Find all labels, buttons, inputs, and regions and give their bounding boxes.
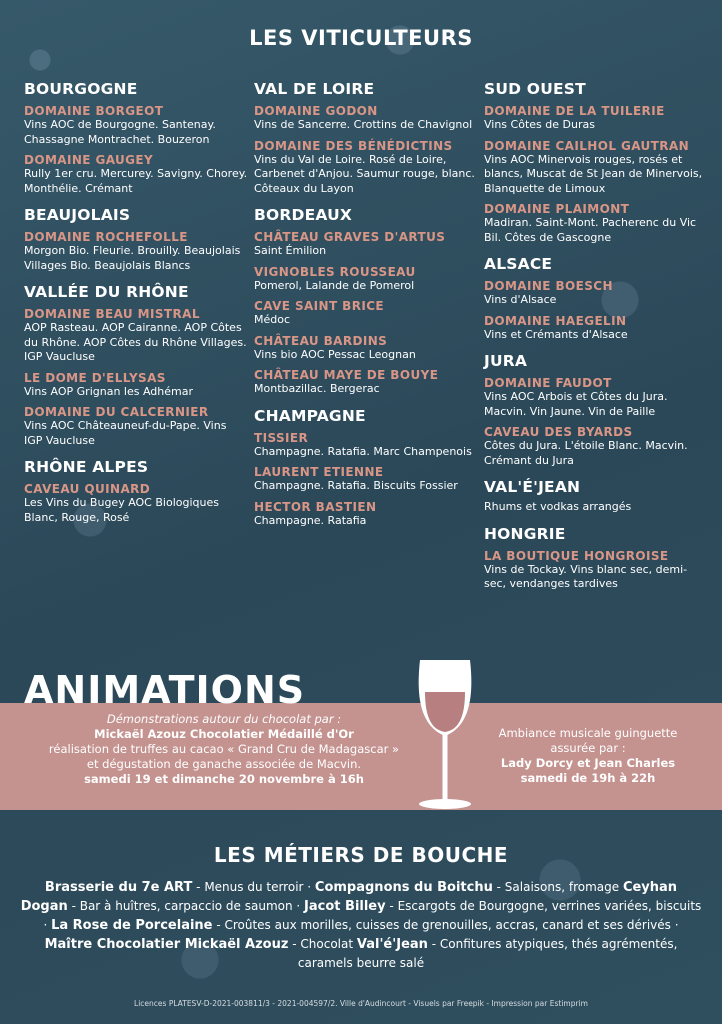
domain-description: Vins AOC Arbois et Côtes du Jura. Macvin. Vin Jaune. Vin de Paille [484,390,668,418]
footer-credits: Licences PLATESV-D-2021-003811/3 - 2021-004597/2. Ville d'Audincourt - Visuels par Freepik - Impression par Estimprim [134,999,588,1008]
business-name: Brasserie du 7e ART [44,880,193,895]
business-description: - Croûtes aux morilles, cuisses de grenouilles, accras, canard et ses dérivés · [212,918,679,932]
domain-name: LE DOME D'ELLYSAS [24,370,166,385]
domain-name: DOMAINE BEAU MISTRAL [24,307,200,321]
domain-name: CAVEAU QUINARD [24,482,151,496]
anim-right-line1: Ambiance musicale guinguette [498,726,678,740]
region-heading: BEAUJOLAIS [24,206,131,224]
column-1 [24,80,254,592]
anim-left-line4: et dégustation de ganache associée de Macvin. [86,757,362,771]
column-2 [254,80,484,592]
region-heading: JURA [484,352,528,370]
region-heading: VALLÉE DU RHÔNE [24,283,189,301]
business-name: Maître Chocolatier Mickaël Azouz [44,937,289,952]
domain-name: DOMAINE HAEGELIN [484,313,627,328]
domain-description: Vins Côtes de Duras [484,118,595,131]
domain-description: Morgon Bio. Fleurie. Brouilly. Beaujolais Villages Bio. Beaujolais Blancs [24,244,241,272]
domain-description: Vins et Crémants d'Alsace [484,327,628,341]
region-heading: RHÔNE ALPES [24,458,149,476]
business-name: Val'é'Jean [356,937,428,952]
vintners-columns [24,80,714,592]
domain-description: Vins AOC de Bourgogne. Santenay. Chassagne Montrachet. Bouzeron [24,118,216,146]
domain-name: CHÂTEAU BARDINS [254,333,388,348]
region-heading: ALSACE [484,255,553,273]
domain-name: DOMAINE ROCHEFOLLE [24,230,188,244]
domain-name: DOMAINE PLAIMONT [484,202,630,216]
animations-title: ANIMATIONS [24,668,306,712]
business-description: - Salaisons, fromage [492,880,623,894]
domain-name: CHÂTEAU GRAVES D'ARTUS [254,230,446,244]
domain-name: TISSIER [254,430,309,445]
domain-description: Vins de Sancerre. Crottins de Chavignol [254,118,473,131]
domain-name: LAURENT ETIENNE [254,465,384,479]
domain-name: DOMAINE BORGEOT [24,104,164,118]
anim-left-line5: samedi 19 et dimanche 20 novembre à 16h [84,772,364,786]
domain-description: Les Vins du Bugey AOC Biologiques Blanc, Rouge, Rosé [24,496,219,524]
page-title: LES VITICULTEURS [249,26,473,50]
domain-name: DOMAINE BOESCH [484,279,613,293]
anim-right-line2: assurée par : [550,741,626,755]
region-heading: BOURGOGNE [24,80,138,98]
domain-name: DOMAINE FAUDOT [484,376,612,390]
domain-name: DOMAINE GAUGEY [24,153,154,167]
anim-left-line3: réalisation de truffes au cacao « Grand Cru de Madagascar » [48,742,400,756]
domain-name: CHÂTEAU MAYE DE BOUYE [254,368,439,382]
animations-music [468,726,708,786]
domain-description: Montbazillac. Bergerac [254,382,380,395]
region-heading: BORDEAUX [254,206,353,224]
domain-description: Champagne. Ratafia. Biscuits Fossier [254,479,458,492]
region-heading: CHAMPAGNE [254,406,366,425]
business-name: Ceyhan Dogan [20,880,678,914]
business-description: - Bar à huîtres, carpaccio de saumon · [67,899,305,913]
anim-left-line1: Démonstrations autour du chocolat par : [106,712,342,726]
domain-name: DOMAINE DES BÉNÉDICTINS [254,138,453,153]
domain-name: DOMAINE DU CALCERNIER [24,405,209,419]
business-name: La Rose de Porcelaine [51,918,213,933]
domain-description: Pomerol, Lalande de Pomerol [254,278,415,292]
anim-left-line2: Mickaël Azouz Chocolatier Médaillé d'Or [94,727,354,741]
region-heading: SUD OUEST [484,80,586,98]
domain-description: Madiran. Saint-Mont. Pacherenc du Vic Bil. Côtes de Gascogne [484,216,697,244]
domain-description: Champagne. Ratafia. Marc Champenois [254,444,472,458]
domain-name: DOMAINE GODON [254,104,378,118]
domain-description: Vins d'Alsace [484,293,557,306]
anim-right-line4: samedi de 19h à 22h [520,771,656,785]
domain-name: DOMAINE DE LA TUILERIE [484,104,665,118]
business-name: Compagnons du Boitchu [314,880,493,895]
domain-name: LA BOUTIQUE HONGROISE [484,548,669,563]
domain-description: Champagne. Ratafia [254,513,367,527]
domain-description: Rully 1er cru. Mercurey. Savigny. Chorey. Monthélie. Crémant [24,167,248,195]
domain-description: AOP Rasteau. AOP Cairanne. AOP Côtes du Rhône. AOP Côtes du Rhône Villages. IGP Vaucluse [24,321,247,363]
domain-description: Saint Émilion [254,244,327,257]
domain-name: HECTOR BASTIEN [254,499,377,514]
business-description: - Chocolat [288,937,357,951]
business-description: - Escargots de Bourgogne, verrines variées, biscuits · [43,899,702,932]
domain-name: CAVE SAINT BRICE [254,299,384,313]
domain-description: Vins bio AOC Pessac Leognan [254,347,416,361]
domain-description: Vins AOC Minervois rouges, rosés et blancs, Muscat de St Jean de Minervois, Blanquette de Limoux [484,152,703,195]
anim-right-line3: Lady Dorcy et Jean Charles [500,756,676,770]
domain-description: Vins AOP Grignan les Adhémar [24,384,194,398]
metiers-title: LES MÉTIERS DE BOUCHE [213,843,509,867]
domain-description: Vins du Val de Loire. Rosé de Loire, Carbenet d'Anjou. Saumur rouge, blanc. Côteaux du Layon [254,152,475,195]
metiers-list [20,878,702,973]
business-name: Jacot Billey [304,899,386,914]
animations-chocolate [0,712,448,787]
business-description: - Menus du terroir · [192,880,315,894]
business-description: - Confitures atypiques, thés agrémentés, caramels beurre salé [297,937,678,970]
wine-glass-icon [410,656,480,812]
region-heading: VAL DE LOIRE [254,80,375,98]
domain-name: CAVEAU DES BYARDS [484,425,633,439]
domain-description: Rhums et vodkas arrangés [484,500,632,513]
domain-description: Vins de Tockay. Vins blanc sec, demi-sec, vendanges tardives [484,562,688,590]
region-heading: HONGRIE [484,524,566,543]
domain-description: Vins AOC Châteauneuf-du-Pape. Vins IGP Vaucluse [24,419,227,447]
domain-name: VIGNOBLES ROUSSEAU [254,264,416,279]
region-heading: VAL'É'JEAN [484,478,581,496]
domain-description: Médoc [254,313,291,326]
column-3 [484,80,714,592]
domain-name: DOMAINE CAILHOL GAUTRAN [484,138,690,153]
domain-description: Côtes du Jura. L'étoile Blanc. Macvin. Crémant du Jura [484,439,688,467]
